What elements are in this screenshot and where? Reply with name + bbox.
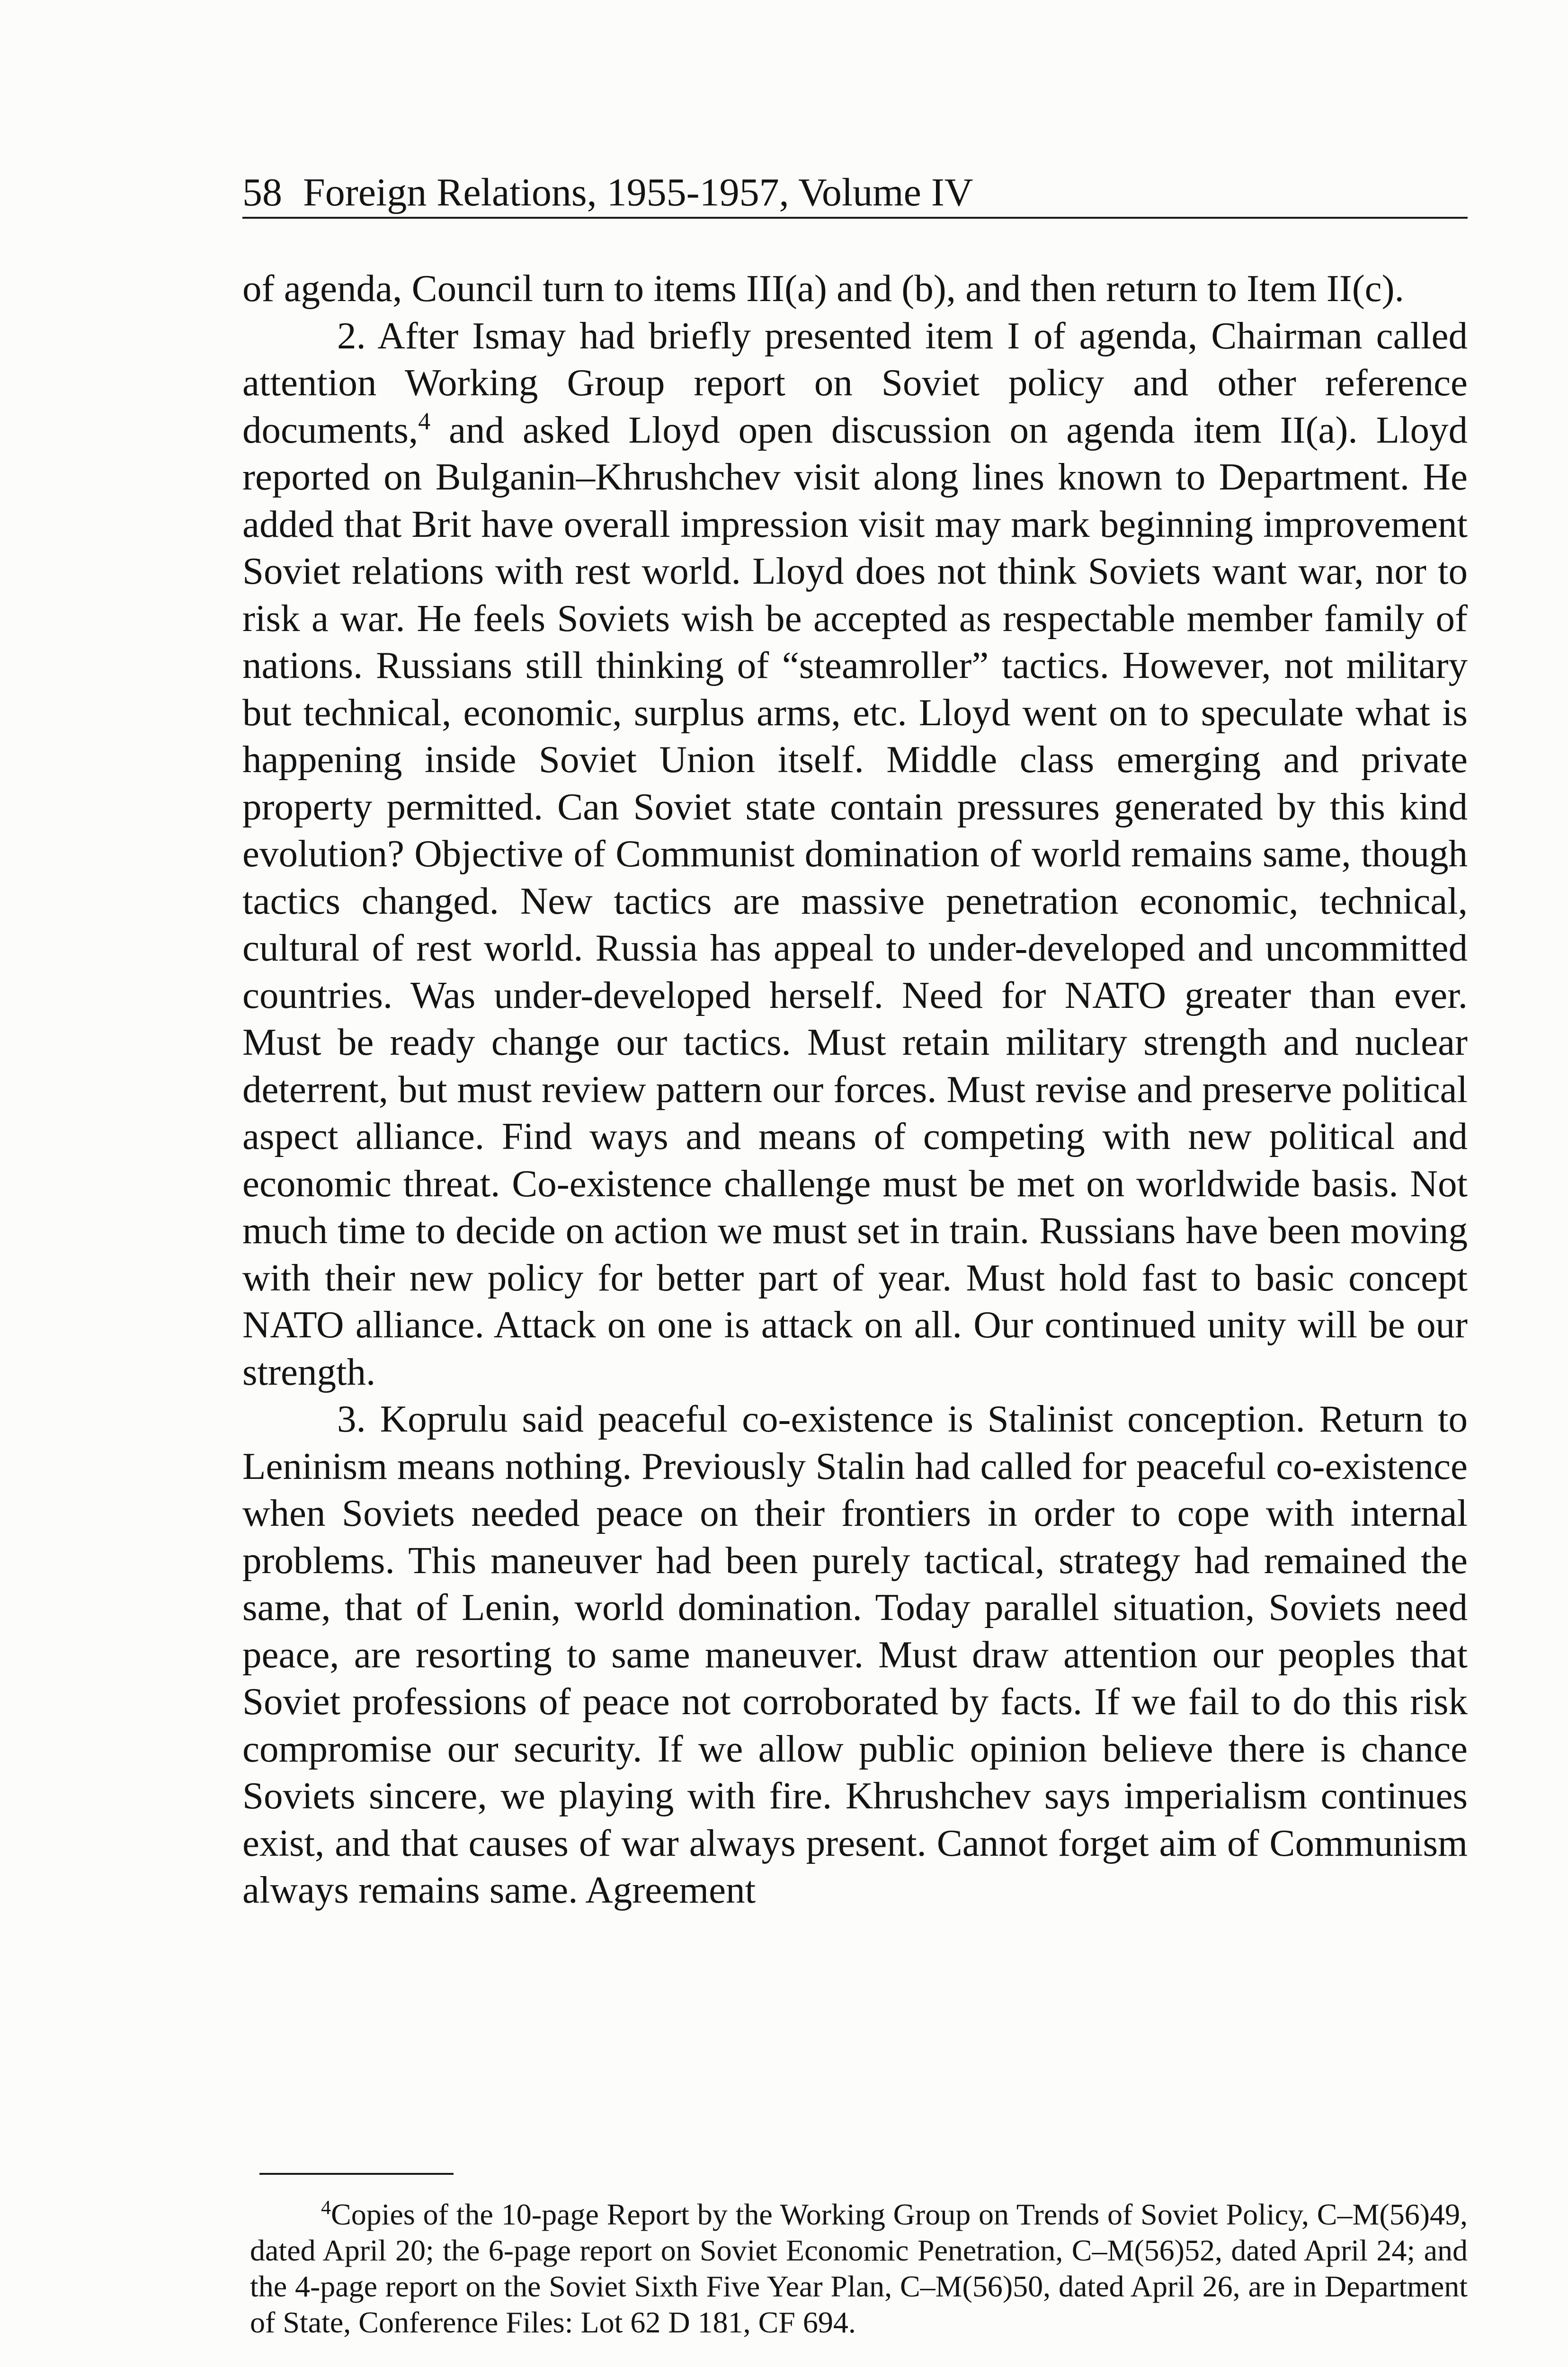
footnote-reference: 4 (418, 408, 431, 435)
body-text (242, 265, 1468, 1914)
footnote-marker: 4 (321, 2197, 331, 2219)
running-title: Foreign Relations, 1955-1957, Volume IV (303, 170, 973, 214)
footnote-text: Copies of the 10-page Report by the Working Group on Trends of Soviet Policy, C–M(56)49, dated April 20; the 6-page report on Soviet Economic Penetration, C–M(56)52, dated April 24; and the 4-page report on the Soviet Sixth Five Year Plan, C–M(56)50, dated April 26, are in Department of State, Conference Files: Lot 62 D 181, CF 694. (250, 2198, 1468, 2339)
running-header (242, 167, 1468, 219)
paragraph-continued: of agenda, Council turn to items III(a) and (b), and then return to Item II(c). (242, 267, 1404, 310)
footnote-rule (259, 2173, 454, 2175)
paragraph-2 (242, 312, 1468, 1396)
page-number: 58 (242, 170, 282, 214)
header-rule (242, 217, 1468, 219)
paragraph-2-part-2: and asked Lloyd open discussion on agenda item II(a). Lloyd reported on Bulganin–Khrushchev visit along lines known to Department. He added that Brit have overall impression visit may mark beginning improvement Soviet relations with rest world. Lloyd does not think Soviets want war, nor to risk a war. He feels Soviets wish be accepted as respectable member family of nations. Russians still thinking of “steamroller” tactics. However, not military but technical, economic, surplus arms, etc. Lloyd went on to speculate what is happening inside Soviet Union itself. Middle class emerging and private property permitted. Can Soviet state contain pressures generated by this kind evolution? Objective of Communist domination of world remains same, though tactics changed. New tactics are massive penetration economic, technical, cultural of rest world. Russia has appeal to under-developed and uncommitted countries. Was under-developed herself. Need for NATO greater than ever. Must be ready change our tactics. Must retain military strength and nuclear deterrent, but must review pattern our forces. Must revise and preserve political aspect alliance. Find ways and means of competing with new political and economic threat. Co-existence challenge must be met on worldwide basis. Not much time to decide on action we must set in train. Russians have been moving with their new policy for better part of year. Must hold fast to basic concept NATO alliance. Attack on one is attack on all. Our continued unity will be our strength. (242, 408, 1468, 1393)
paragraph-2-part-1: 2. After Ismay had briefly presented item I of agenda, Chairman called attention Working Group report on Soviet policy and other reference documents, (242, 314, 1468, 451)
paragraph-3: 3. Koprulu said peaceful co-existence is Stalinist conception. Return to Leninism means nothing. Previously Stalin had called for peaceful co-existence when Soviets needed peace on their frontiers in order to cope with internal problems. This maneuver had been purely tactical, strategy had remained the same, that of Lenin, world domination. Today parallel situation, Soviets need peace, are resorting to same maneuver. Must draw attention our peoples that Soviet professions of peace not corroborated by facts. If we fail to do this risk compromise our security. If we allow public opinion believe there is chance Soviets sincere, we playing with fire. Khrushchev says imperialism continues exist, and that causes of war always present. Cannot forget aim of Communism always remains same. Agreement (242, 1397, 1468, 1911)
footnote (250, 2197, 1468, 2340)
